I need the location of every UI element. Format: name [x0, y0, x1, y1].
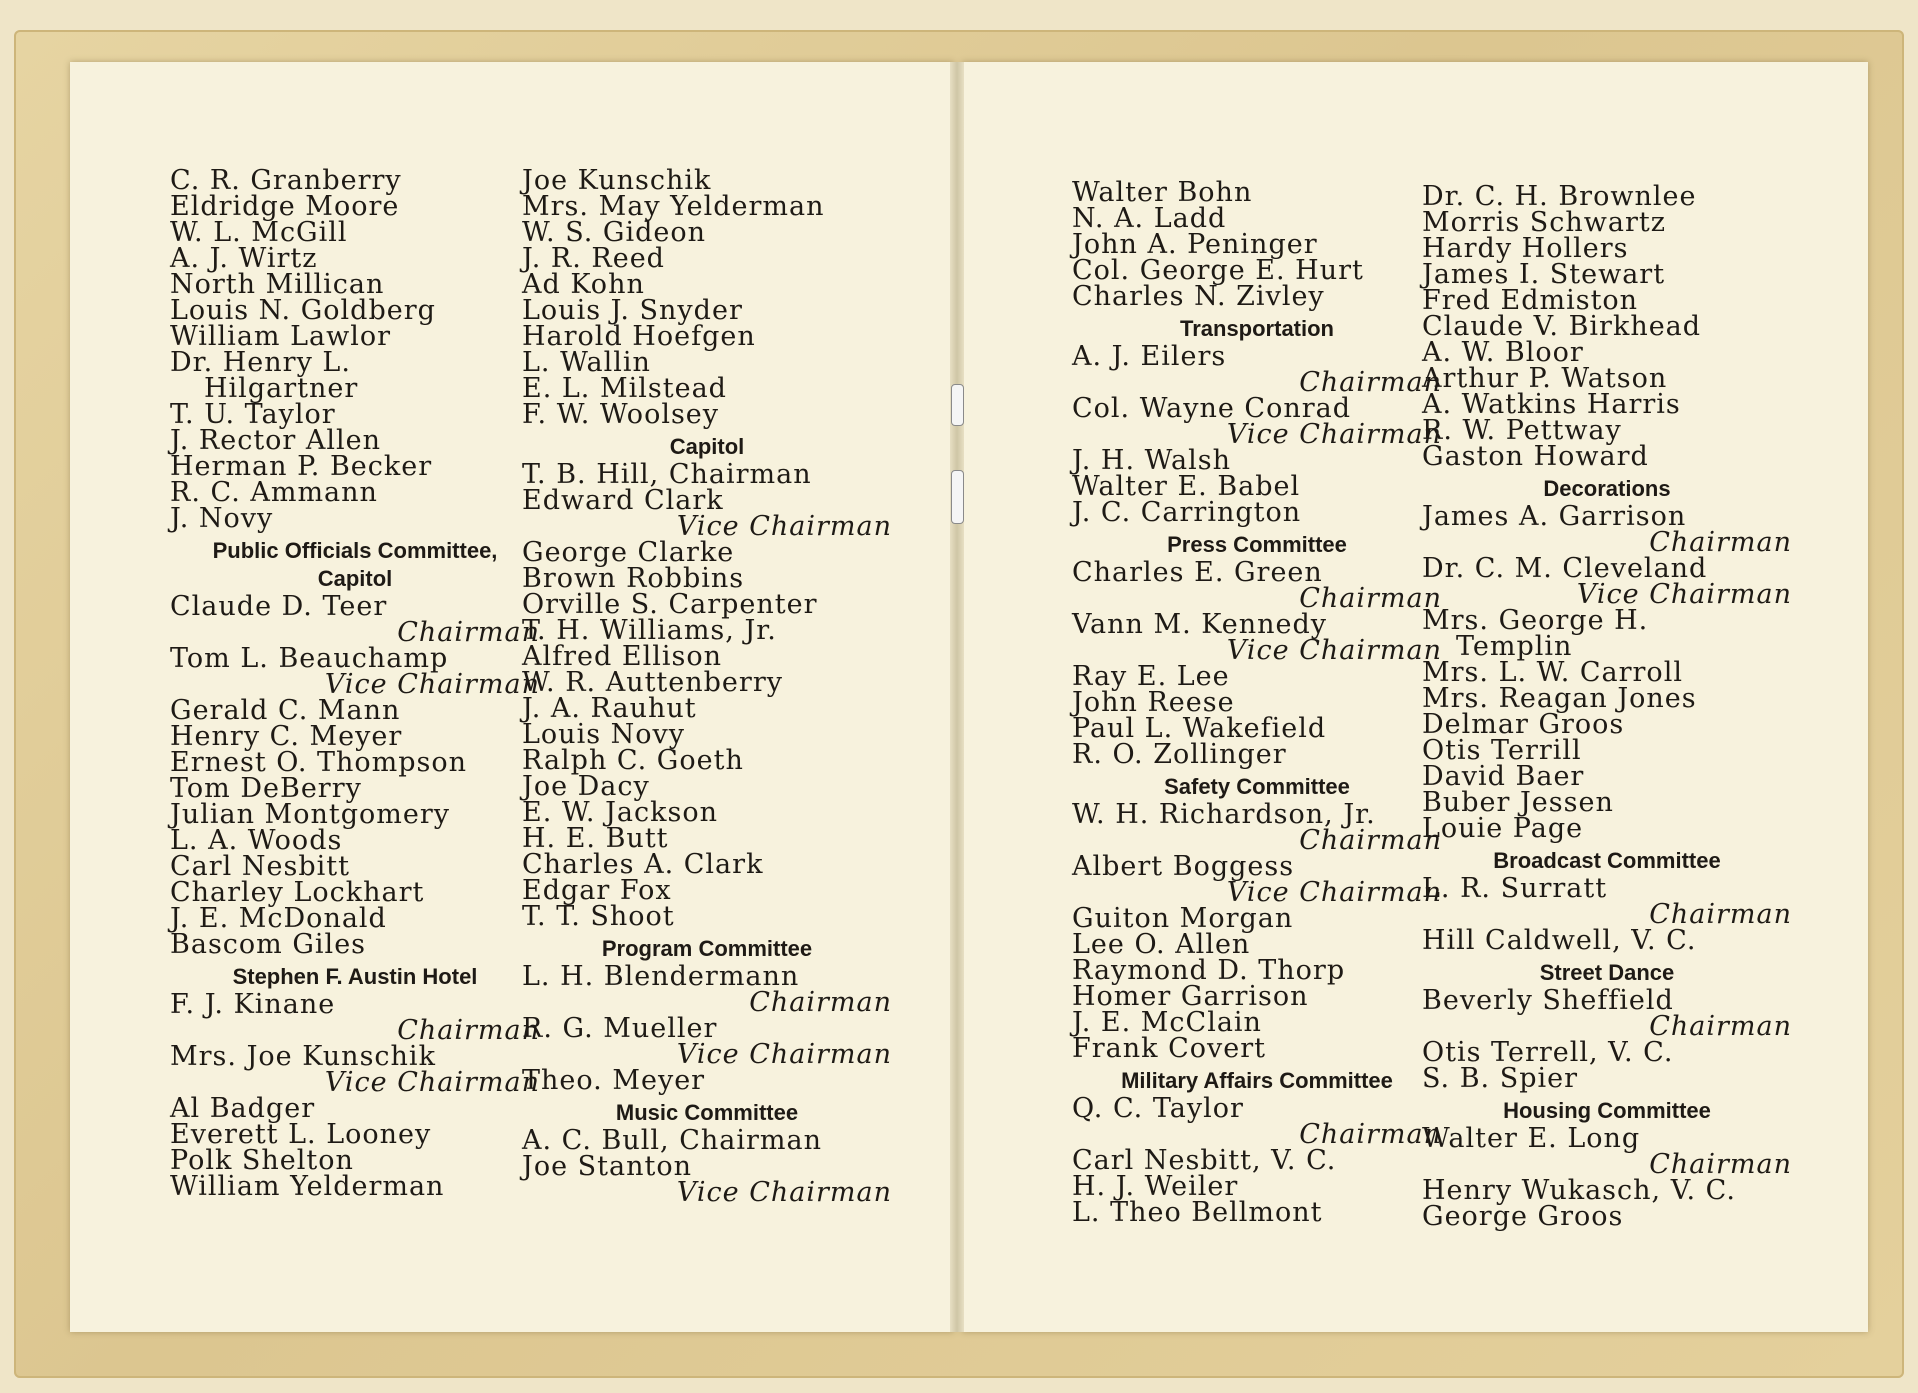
- member-name: William Lawlor: [170, 321, 392, 352]
- binding-thread: [951, 384, 964, 426]
- member-name: C. R. Granberry: [170, 165, 402, 196]
- role-label: Chairman: [397, 1015, 540, 1046]
- member-name: Henry C. Meyer: [170, 721, 403, 752]
- member-name: Raymond D. Thorp: [1072, 955, 1346, 986]
- committee-heading: Housing Committee: [1503, 1098, 1711, 1123]
- member-name: Orville S. Carpenter: [522, 589, 818, 620]
- member-name: Gaston Howard: [1422, 441, 1649, 472]
- member-name: R. G. Mueller: [522, 1013, 718, 1044]
- member-name: Arthur P. Watson: [1422, 363, 1668, 394]
- member-name: Charles E. Green: [1072, 557, 1323, 588]
- member-name: Albert Boggess: [1072, 851, 1295, 882]
- member-name: Lee O. Allen: [1072, 929, 1251, 960]
- role-label: Vice Chairman: [1226, 419, 1442, 450]
- member-name: Vann M. Kennedy: [1072, 609, 1328, 640]
- member-name: Dr. Henry L.: [170, 347, 351, 378]
- role-label: Vice Chairman: [676, 1177, 892, 1208]
- member-name: L. H. Blendermann: [522, 961, 800, 992]
- binding-thread: [951, 470, 964, 524]
- member-name: Julian Montgomery: [170, 799, 450, 830]
- member-name: L. A. Woods: [170, 825, 343, 856]
- role-label: Vice Chairman: [676, 511, 892, 542]
- member-name: W. R. Auttenberry: [522, 667, 783, 698]
- member-name: Col. Wayne Conrad: [1072, 393, 1352, 424]
- member-name: Beverly Sheffield: [1422, 985, 1674, 1016]
- committee-heading: Transportation: [1179, 316, 1334, 341]
- member-name: Ernest O. Thompson: [170, 747, 468, 778]
- member-name: North Millican: [170, 269, 385, 300]
- right-page-column-2: [1422, 181, 1792, 1232]
- member-name: Col. George E. Hurt: [1072, 255, 1364, 286]
- committee-heading: Press Committee: [1167, 532, 1347, 557]
- member-name: Walter E. Babel: [1072, 471, 1301, 502]
- role-label: Chairman: [1649, 899, 1792, 930]
- member-name: Templin: [1456, 631, 1573, 662]
- member-name: Guiton Morgan: [1072, 903, 1294, 934]
- member-name: Ad Kohn: [522, 269, 645, 300]
- left-page-column-1: [170, 165, 540, 1202]
- member-name: Mrs. May Yelderman: [522, 191, 825, 222]
- role-label: Vice Chairman: [1226, 877, 1442, 908]
- member-name: Mrs. Joe Kunschik: [170, 1041, 436, 1072]
- member-name: Louis Novy: [522, 719, 686, 750]
- member-name: David Baer: [1422, 761, 1585, 792]
- member-name: T. U. Taylor: [170, 399, 336, 430]
- committee-heading: Military Affairs Committee: [1121, 1068, 1393, 1093]
- committee-heading: Broadcast Committee: [1493, 848, 1721, 873]
- role-label: Chairman: [1649, 527, 1792, 558]
- member-name: H. J. Weiler: [1072, 1171, 1239, 1202]
- member-name: E. L. Milstead: [522, 373, 727, 404]
- member-name: Claude V. Birkhead: [1422, 311, 1702, 342]
- member-name: Mrs. Reagan Jones: [1422, 683, 1697, 714]
- member-name: Hill Caldwell, V. C.: [1422, 925, 1697, 956]
- member-name: J. A. Rauhut: [522, 693, 697, 724]
- member-name: J. H. Walsh: [1072, 445, 1231, 476]
- member-name: Edgar Fox: [522, 875, 672, 906]
- member-name: Herman P. Becker: [170, 451, 433, 482]
- role-label: Chairman: [1299, 367, 1442, 398]
- book-gutter: [950, 62, 964, 1332]
- member-name: W. H. Richardson, Jr.: [1072, 799, 1376, 830]
- member-name: Otis Terrell, V. C.: [1422, 1037, 1674, 1068]
- role-label: Chairman: [1299, 1119, 1442, 1150]
- role-label: Vice Chairman: [324, 669, 540, 700]
- member-name: Brown Robbins: [522, 563, 745, 594]
- member-name: Louie Page: [1422, 813, 1584, 844]
- member-name: Dr. C. H. Brownlee: [1422, 181, 1697, 212]
- right-page-column-1: [1072, 177, 1442, 1228]
- member-name: Delmar Groos: [1422, 709, 1625, 740]
- role-label: Vice Chairman: [1226, 635, 1442, 666]
- member-name: A. W. Bloor: [1422, 337, 1584, 368]
- member-name: Joe Stanton: [522, 1151, 692, 1182]
- member-name: Louis J. Snyder: [522, 295, 743, 326]
- member-name: R. W. Pettway: [1422, 415, 1622, 446]
- member-name: Mrs. L. W. Carroll: [1422, 657, 1683, 688]
- member-name: T. B. Hill, Chairman: [522, 459, 812, 490]
- member-name: Everett L. Looney: [170, 1119, 432, 1150]
- role-label: Vice Chairman: [676, 1039, 892, 1070]
- member-name: R. C. Ammann: [170, 477, 378, 508]
- member-name: N. A. Ladd: [1072, 203, 1227, 234]
- member-name: Claude D. Teer: [170, 591, 388, 622]
- member-name: James I. Stewart: [1422, 259, 1666, 290]
- role-label: Chairman: [1649, 1011, 1792, 1042]
- member-name: L. R. Surratt: [1422, 873, 1608, 904]
- member-name: J. R. Reed: [522, 243, 665, 274]
- member-name: Paul L. Wakefield: [1072, 713, 1327, 744]
- left-page-column-2: [522, 165, 892, 1208]
- member-name: L. Theo Bellmont: [1072, 1197, 1323, 1228]
- member-name: Hilgartner: [204, 373, 359, 404]
- committee-heading: Stephen F. Austin Hotel: [232, 964, 478, 989]
- member-name: T. H. Williams, Jr.: [522, 615, 777, 646]
- member-name: George Groos: [1422, 1201, 1624, 1232]
- member-name: Walter E. Long: [1422, 1123, 1641, 1154]
- member-name: Theo. Meyer: [522, 1065, 706, 1096]
- member-name: Louis N. Goldberg: [170, 295, 436, 326]
- member-name: Buber Jessen: [1422, 787, 1614, 818]
- member-name: Morris Schwartz: [1422, 207, 1666, 238]
- member-name: Otis Terrill: [1422, 735, 1582, 766]
- member-name: A. C. Bull, Chairman: [522, 1125, 822, 1156]
- committee-heading: Decorations: [1543, 476, 1671, 501]
- member-name: Charles A. Clark: [522, 849, 764, 880]
- member-name: W. L. McGill: [170, 217, 348, 248]
- member-name: Charles N. Zivley: [1072, 281, 1325, 312]
- member-name: Charley Lockhart: [170, 877, 425, 908]
- member-name: Carl Nesbitt: [170, 851, 350, 882]
- committee-heading: Program Committee: [601, 936, 813, 961]
- member-name: Dr. C. M. Cleveland: [1422, 553, 1708, 584]
- member-name: Tom DeBerry: [170, 773, 362, 804]
- role-label: Chairman: [1299, 583, 1442, 614]
- member-name: Carl Nesbitt, V. C.: [1072, 1145, 1337, 1176]
- member-name: George Clarke: [522, 537, 735, 568]
- member-name: J. Novy: [170, 503, 274, 534]
- member-name: Frank Covert: [1072, 1033, 1266, 1064]
- role-label: Chairman: [749, 987, 892, 1018]
- member-name: J. Rector Allen: [170, 425, 382, 456]
- member-name: Ralph C. Goeth: [522, 745, 744, 776]
- role-label: Chairman: [1649, 1149, 1792, 1180]
- member-name: Polk Shelton: [170, 1145, 354, 1176]
- member-name: A. J. Eilers: [1072, 341, 1227, 372]
- member-name: Joe Kunschik: [522, 165, 712, 196]
- role-label: Vice Chairman: [324, 1067, 540, 1098]
- committee-heading: Safety Committee: [1164, 774, 1350, 799]
- member-name: Hardy Hollers: [1422, 233, 1629, 264]
- member-name: Al Badger: [170, 1093, 316, 1124]
- member-name: H. E. Butt: [522, 823, 669, 854]
- committee-heading: Music Committee: [615, 1100, 799, 1125]
- member-name: Tom L. Beauchamp: [170, 643, 449, 674]
- member-name: Mrs. George H.: [1422, 605, 1649, 636]
- member-name: W. S. Gideon: [522, 217, 707, 248]
- member-name: Henry Wukasch, V. C.: [1422, 1175, 1736, 1206]
- role-label: Chairman: [1299, 825, 1442, 856]
- committee-heading: Capitol: [317, 566, 393, 591]
- member-name: R. O. Zollinger: [1072, 739, 1287, 770]
- member-name: Gerald C. Mann: [170, 695, 401, 726]
- member-name: Edward Clark: [522, 485, 724, 516]
- role-label: Chairman: [397, 617, 540, 648]
- committee-heading: Capitol: [669, 434, 745, 459]
- member-name: Joe Dacy: [522, 771, 650, 802]
- member-name: F. W. Woolsey: [522, 399, 720, 430]
- member-name: James A. Garrison: [1422, 501, 1687, 532]
- member-name: A. Watkins Harris: [1422, 389, 1681, 420]
- member-name: S. B. Spier: [1422, 1063, 1579, 1094]
- member-name: E. W. Jackson: [522, 797, 718, 828]
- committee-heading: Street Dance: [1539, 960, 1675, 985]
- committee-heading: Public Officials Committee,: [212, 538, 498, 563]
- member-name: John A. Peninger: [1072, 229, 1318, 260]
- member-name: William Yelderman: [170, 1171, 445, 1202]
- member-name: Fred Edmiston: [1422, 285, 1639, 316]
- member-name: J. C. Carrington: [1072, 497, 1302, 528]
- member-name: John Reese: [1072, 687, 1235, 718]
- member-name: Homer Garrison: [1072, 981, 1309, 1012]
- member-name: Alfred Ellison: [522, 641, 722, 672]
- member-name: A. J. Wirtz: [170, 243, 318, 274]
- member-name: Harold Hoefgen: [522, 321, 756, 352]
- member-name: J. E. McClain: [1072, 1007, 1262, 1038]
- member-name: Bascom Giles: [170, 929, 367, 960]
- member-name: L. Wallin: [522, 347, 651, 378]
- member-name: T. T. Shoot: [522, 901, 675, 932]
- member-name: J. E. McDonald: [170, 903, 387, 934]
- role-label: Vice Chairman: [1576, 579, 1792, 610]
- member-name: Ray E. Lee: [1072, 661, 1230, 692]
- member-name: F. J. Kinane: [170, 989, 336, 1020]
- member-name: Walter Bohn: [1072, 177, 1253, 208]
- member-name: Eldridge Moore: [170, 191, 400, 222]
- member-name: Q. C. Taylor: [1072, 1093, 1244, 1124]
